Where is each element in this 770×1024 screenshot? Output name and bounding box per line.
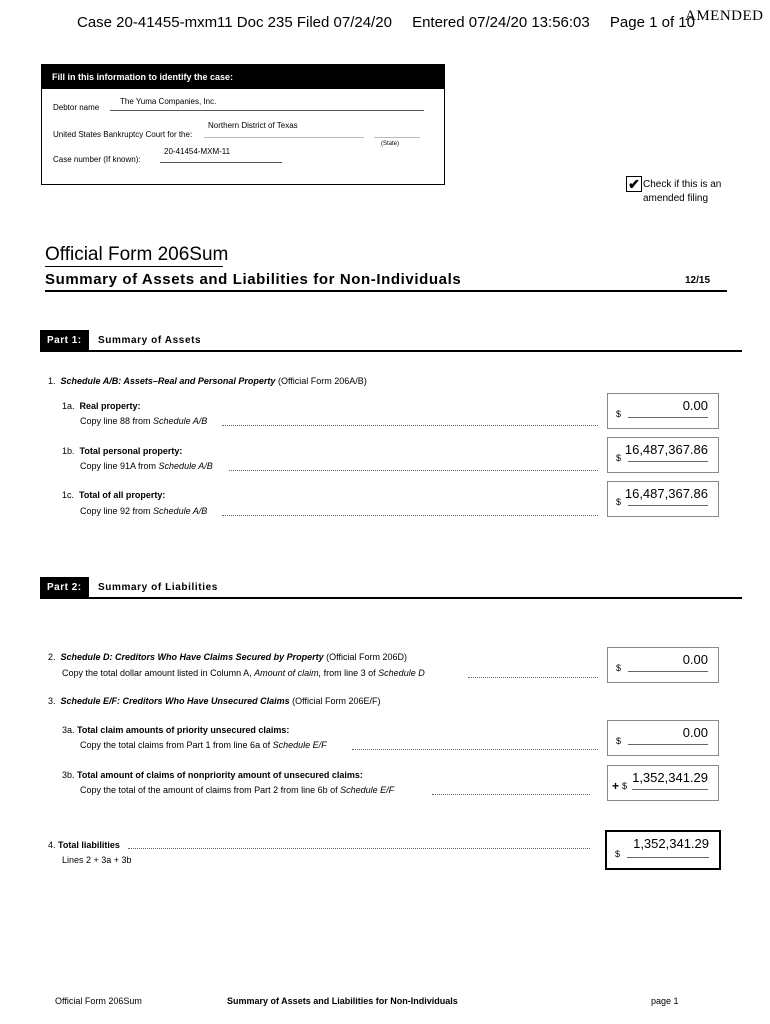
item2-leader <box>468 672 598 678</box>
line-1c-title: Total of all property: <box>79 490 166 500</box>
item2-copy <box>62 668 425 678</box>
court-label: United States Bankruptcy Court for the: <box>53 130 193 139</box>
line-1a-title: Real property: <box>79 401 141 411</box>
item2-copy-c: from line 3 of <box>321 668 379 678</box>
item2-amount-field[interactable] <box>607 647 719 683</box>
item3-ref: (Official Form 206E/F) <box>292 696 381 706</box>
line-1b-leader <box>229 465 598 471</box>
line-1a-copy-prefix: Copy line 88 from <box>80 416 154 426</box>
item4-leader <box>128 843 590 849</box>
line-1c-copy-ref: Schedule A/B <box>153 506 208 516</box>
line-1b-copy-prefix: Copy line 91A from <box>80 461 159 471</box>
case-number-field[interactable] <box>160 147 282 163</box>
line-1b-dollar: $ <box>616 453 622 463</box>
line-3a-amount-field[interactable] <box>607 720 719 756</box>
amended-checkbox[interactable] <box>626 176 642 192</box>
item4-value: 1,352,341.29 <box>633 836 709 851</box>
item2-value: 0.00 <box>682 652 708 667</box>
line-3b-title: Total amount of claims of nonpriority amount of unsecured claims: <box>77 770 363 780</box>
line-1c-leader <box>222 510 598 516</box>
line-1c-copy-prefix: Copy line 92 from <box>80 506 154 516</box>
debtor-name-value: The Yuma Companies, Inc. <box>120 97 217 106</box>
line-3b-amount-field[interactable] <box>607 765 719 801</box>
item1-ref: (Official Form 206A/B) <box>277 376 367 386</box>
plus-icon: + <box>612 779 620 793</box>
court-header <box>77 14 695 31</box>
title-rule <box>45 290 727 292</box>
item4-dollar: $ <box>615 849 621 859</box>
line-1a-copy <box>80 416 207 426</box>
court-district-field[interactable] <box>204 121 364 138</box>
line-3a-number: 3a. <box>62 725 75 735</box>
line-1c-dollar: $ <box>616 497 622 507</box>
entered-info: Entered 07/24/20 13:56:03 <box>412 14 590 31</box>
item1-number: 1. <box>48 376 56 386</box>
line-3b-copy-ref: Schedule E/F <box>340 785 395 795</box>
case-info: Case 20-41455-mxm11 Doc 235 Filed 07/24/20 <box>77 14 392 31</box>
line-1a-amount-field[interactable] <box>607 393 719 429</box>
footer-form-title: Summary of Assets and Liabilities for Non-Individuals <box>227 996 458 1006</box>
item3-title: Schedule E/F: Creditors Who Have Unsecured Claims <box>60 696 290 706</box>
part1-rule <box>40 350 742 352</box>
item4-number: 4. <box>48 840 56 850</box>
item4-underline <box>627 857 709 858</box>
item1-title: Schedule A/B: Assets–Real and Personal Property <box>60 376 276 386</box>
item2-copy-d: Schedule D <box>378 668 425 678</box>
item2-number: 2. <box>48 652 56 662</box>
item2-heading <box>48 652 407 662</box>
line-3a-copy <box>80 740 327 750</box>
line-1b-number: 1b. <box>62 446 75 456</box>
total-liabilities-field[interactable] <box>605 830 721 870</box>
line-1c-value: 16,487,367.86 <box>624 486 708 501</box>
part2-title: Summary of Liabilities <box>98 582 218 593</box>
part2-badge: Part 2: <box>40 577 89 598</box>
state-field[interactable] <box>374 127 420 138</box>
item4-heading <box>48 840 120 850</box>
line-3a-copy-prefix: Copy the total claims from Part 1 from line 6a of <box>80 740 273 750</box>
footer-page-number: page 1 <box>651 996 679 1006</box>
item2-dollar: $ <box>616 663 622 673</box>
amended-checkbox-label: Check if this is an amended filing <box>643 179 722 204</box>
line-3b-underline <box>632 789 708 790</box>
case-identification-box <box>41 64 445 185</box>
line-3a-value: 0.00 <box>682 725 708 740</box>
state-label: (State) <box>381 141 400 147</box>
part1-badge: Part 1: <box>40 330 89 351</box>
line-1b-underline <box>628 461 708 462</box>
line-1b-copy-ref: Schedule A/B <box>158 461 213 471</box>
item2-ref: (Official Form 206D) <box>326 652 407 662</box>
line-3b-copy <box>80 785 394 795</box>
line-1c-number: 1c. <box>62 490 75 500</box>
line-3b-dollar: $ <box>622 781 628 791</box>
line-1c-copy <box>80 506 207 516</box>
page-count: Page 1 of 10 <box>609 14 695 31</box>
line-1a-value: 0.00 <box>682 398 708 413</box>
line-1a-copy-ref: Schedule A/B <box>153 416 208 426</box>
item4-formula: Lines 2 + 3a + 3b <box>62 855 132 865</box>
item2-copy-b: Amount of claim, <box>254 668 322 678</box>
part2-rule <box>40 597 742 599</box>
debtor-name-label: Debtor name <box>53 103 100 112</box>
case-number-label: Case number (If known): <box>53 155 141 164</box>
idbox-title: Fill in this information to identify the case: <box>42 65 444 89</box>
line-1a-number: 1a. <box>62 401 75 411</box>
case-number-value: 20-41454-MXM-11 <box>164 147 231 156</box>
part1-title: Summary of Assets <box>98 335 202 346</box>
line-3b-value: 1,352,341.29 <box>632 770 708 785</box>
item4-title: Total liabilities <box>58 840 120 850</box>
line-3b-copy-prefix: Copy the total of the amount of claims from Part 2 from line 6b of <box>80 785 341 795</box>
line-1a-leader <box>222 420 598 426</box>
item2-copy-a: Copy the total dollar amount listed in Column A, <box>62 668 255 678</box>
item3-number: 3. <box>48 696 56 706</box>
line-3b-leader <box>432 789 590 795</box>
item3-heading <box>48 696 380 706</box>
item2-underline <box>628 671 708 672</box>
line-1b-title: Total personal property: <box>79 446 183 456</box>
line-1c-underline <box>628 505 708 506</box>
line-1a-dollar: $ <box>616 409 622 419</box>
line-3b-label <box>62 770 363 780</box>
line-3a-title: Total claim amounts of priority unsecured claims: <box>77 725 290 735</box>
check-mark-icon: ✔ <box>626 176 642 192</box>
line-1b-copy <box>80 461 213 471</box>
line-1b-amount-field[interactable] <box>607 437 719 473</box>
debtor-name-field[interactable] <box>110 97 424 111</box>
line-1c-amount-field[interactable] <box>607 481 719 517</box>
line-3a-dollar: $ <box>616 736 622 746</box>
form-title: Official Form 206Sum <box>45 244 229 265</box>
line-3a-underline <box>628 744 708 745</box>
amended-stamp: AMENDED <box>685 8 764 24</box>
line-3a-label <box>62 725 289 735</box>
line-1a-underline <box>628 417 708 418</box>
line-1a-label <box>62 401 141 411</box>
footer-form-name: Official Form 206Sum <box>55 996 142 1006</box>
line-3a-copy-ref: Schedule E/F <box>272 740 327 750</box>
line-3a-leader <box>352 744 598 750</box>
item2-title: Schedule D: Creditors Who Have Claims Secured by Property <box>60 652 324 662</box>
title-underline <box>45 266 223 267</box>
line-3b-number: 3b. <box>62 770 75 780</box>
line-1c-label <box>62 490 165 500</box>
item1-heading <box>48 376 367 386</box>
court-district-value: Northern District of Texas <box>208 121 298 130</box>
form-subtitle: Summary of Assets and Liabilities for Non-Individuals <box>45 271 462 288</box>
line-1b-label <box>62 446 182 456</box>
line-1b-value: 16,487,367.86 <box>624 442 708 457</box>
form-revision-date: 12/15 <box>685 275 711 286</box>
